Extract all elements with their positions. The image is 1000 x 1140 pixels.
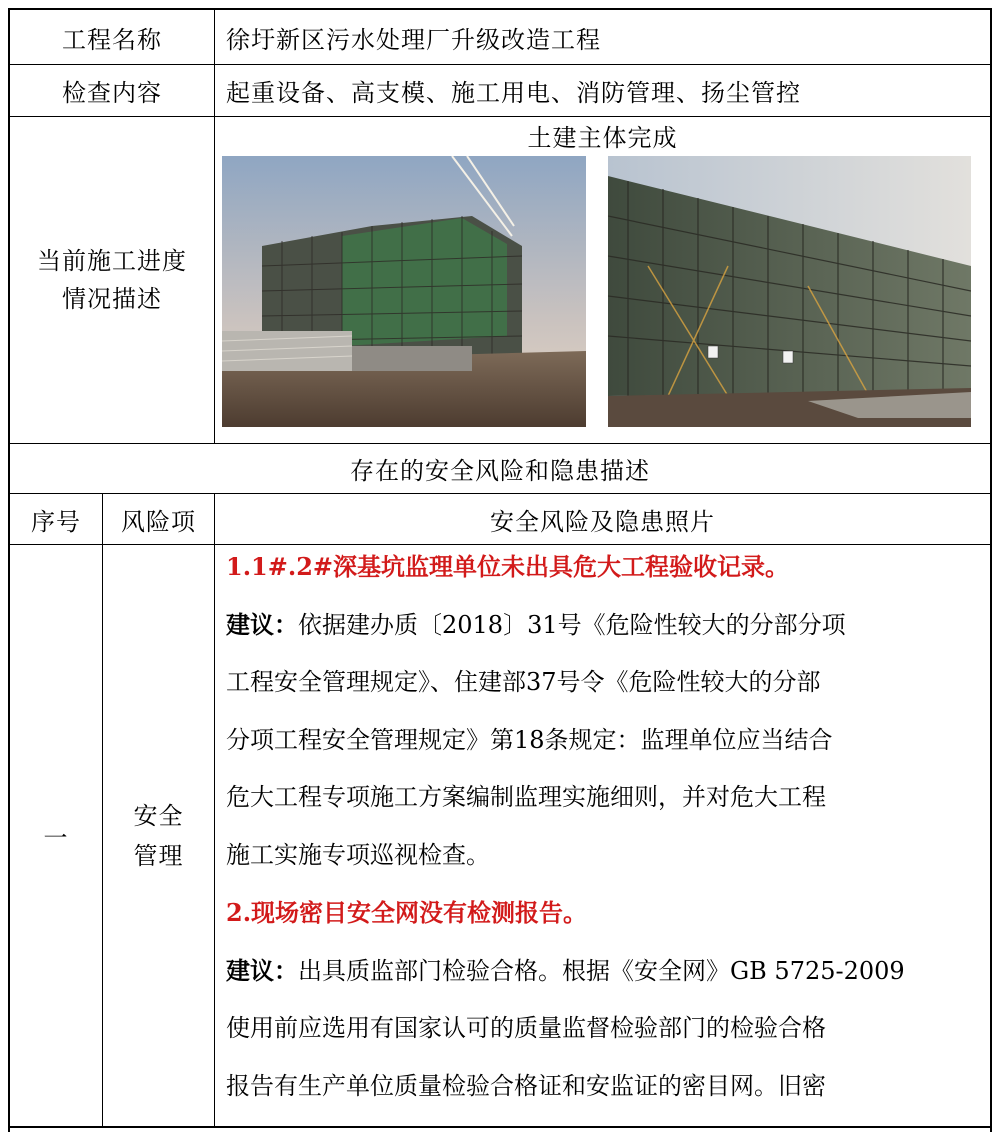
seq-value: 一: [43, 824, 69, 852]
column-divider: [214, 494, 215, 1128]
risk-content: [226, 538, 988, 1115]
advice-label: 建议：: [226, 955, 298, 985]
progress-label-line1: 当前施工进度: [37, 247, 187, 275]
column-header-photos: 安全风险及隐患照片: [490, 507, 715, 536]
issue-2: 2.现场密目安全网没有检测报告。: [226, 898, 588, 927]
advice-2-line-1: [226, 942, 988, 1001]
advice-2-line-2: 使用前应选用有国家认可的质量监督检验部门的检验合格: [226, 1014, 826, 1042]
risk-item-line2: 管理: [133, 841, 184, 870]
construction-photo-2: [608, 156, 971, 427]
inspection-value: 起重设备、高支模、施工用电、消防管理、扬尘管控: [226, 79, 801, 107]
advice-1-text: 依据建办质〔2018〕31号《危险性较大的分部分项: [298, 610, 846, 639]
advice-1-line-1: [226, 596, 988, 655]
construction-photo-1: [222, 156, 586, 427]
advice-2-line-3: 报告有生产单位质量检验合格证和安监证的密目网。旧密: [226, 1071, 826, 1100]
issue-1: 1.1#.2#深基坑监理单位未出具危大工程验收记录。: [226, 552, 790, 581]
table-border-bottom: [8, 1126, 992, 1128]
project-name-value: 徐圩新区污水处理厂升级改造工程: [226, 25, 601, 54]
advice-1-line-4: 危大工程专项施工方案编制监理实施细则，并对危大工程: [226, 783, 826, 811]
advice-2-text: 出具质监部门检验合格。根据《安全网》GB 5725-2009: [298, 956, 905, 985]
advice-label: 建议：: [226, 609, 298, 639]
inspection-label: 检查内容: [62, 79, 162, 107]
risk-item: [103, 545, 214, 1126]
column-header-item: 风险项: [121, 507, 196, 536]
progress-caption: 土建主体完成: [527, 123, 678, 152]
column-header-seq: 序号: [31, 507, 81, 536]
advice-1-line-2: 工程安全管理规定》、住建部37号令《危险性较大的分部: [226, 668, 821, 696]
risk-item-line1: 安全: [133, 801, 184, 830]
project-name-label: 工程名称: [62, 25, 162, 54]
progress-label: [10, 117, 214, 443]
advice-1-line-3: 分项工程安全管理规定》第18条规定：监理单位应当结合: [226, 725, 833, 754]
advice-1-line-5: 施工实施专项巡视检查。: [226, 840, 490, 869]
progress-label-line2: 情况描述: [62, 285, 162, 313]
column-divider: [214, 8, 215, 444]
table-border-right: [990, 8, 992, 1132]
risk-section-title: 存在的安全风险和隐患描述: [350, 457, 650, 485]
